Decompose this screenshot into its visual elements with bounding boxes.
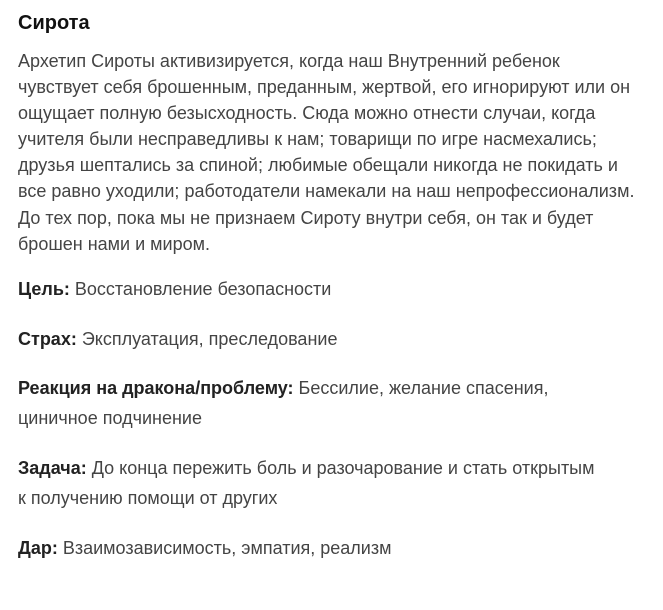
field-gift (18, 534, 645, 564)
field-fear (18, 325, 645, 355)
article-title: Сирота (18, 12, 90, 34)
task-value: До конца пережить боль и разочарование и стать открытым (86, 457, 595, 478)
gift-value: Взаимозависимость, эмпатия, реализм (57, 537, 392, 558)
goal-value: Восстановление безопасности (69, 278, 332, 299)
task-value-cont: к получению помощи от других (18, 487, 278, 508)
goal-label: Цель: (18, 278, 70, 299)
reaction-label: Реакция на дракона/проблему: (18, 378, 294, 399)
fear-value: Эксплуатация, преследование (76, 328, 338, 349)
field-goal (18, 275, 645, 305)
task-label: Задача: (18, 457, 87, 478)
gift-label: Дар: (18, 537, 58, 558)
reaction-value: Бессилие, желание спасения, (293, 378, 549, 399)
fear-label: Страх: (18, 328, 77, 349)
reaction-value-cont: циничное подчинение (18, 408, 202, 429)
intro-paragraph: Архетип Сироты активизируется, когда наш Внутренний ребенок чувствует себя брошенным, преданным, жертвой, его игнорируют или он ощущает полную безысходность. Сюда можно отнести случаи, когда учителя были несправедливы к нам; товарищи по игре насмехались; друзья шептались за спиной; любимые обещали никогда не покидать и все равно уходили; работодатели намекали на наш непрофессионализм. До тех пор, пока мы не признаем Сироту внутри себя, он так и будет брошен нами и миром. (18, 51, 635, 254)
field-task (18, 454, 645, 514)
field-reaction (18, 374, 645, 434)
